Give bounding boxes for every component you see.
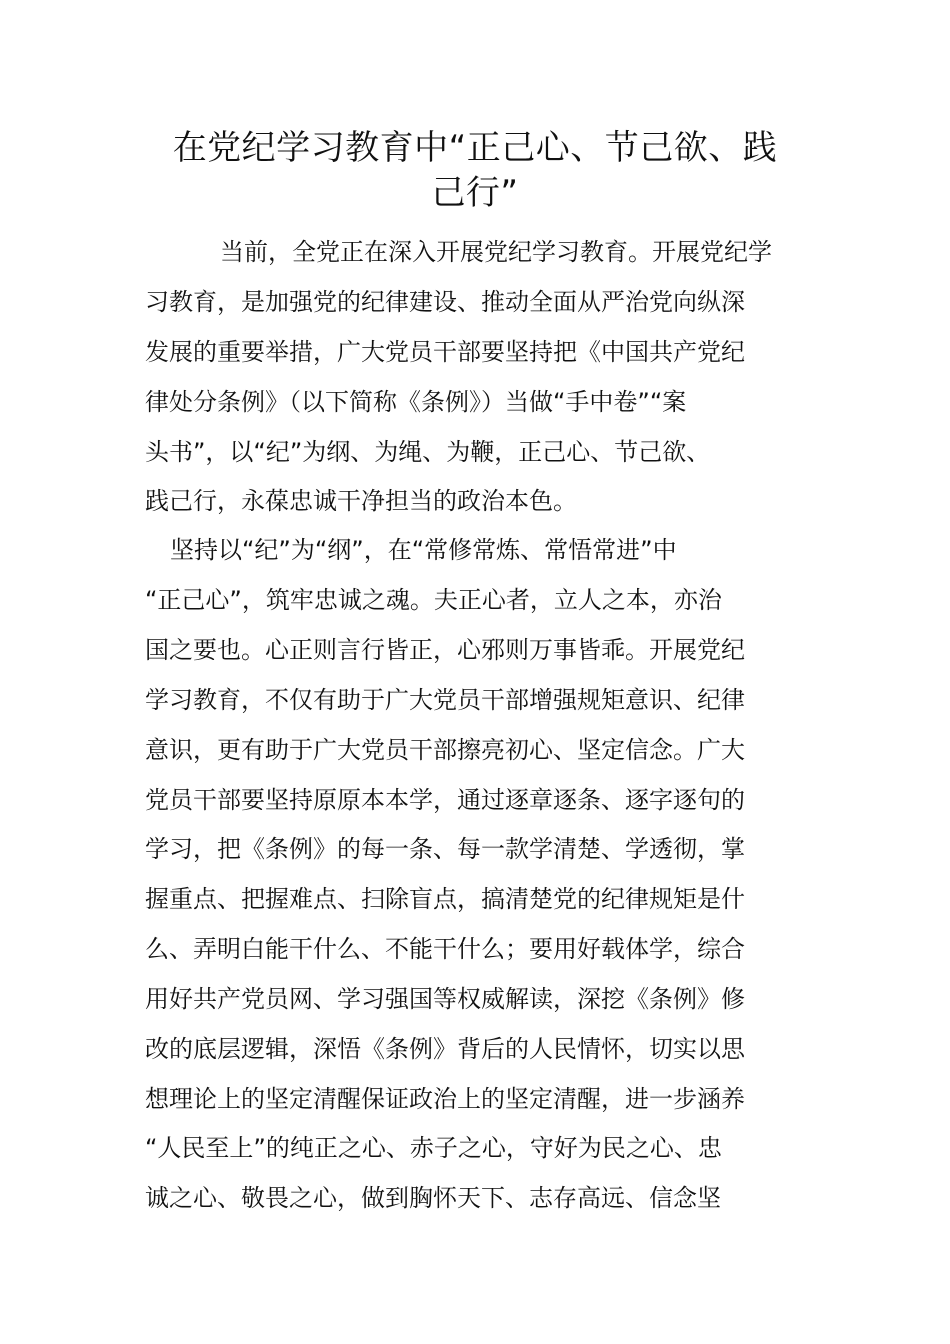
text-line: 头书”，以“纪”为纲、为绳、为鞭，正己心、节己欲、 [145, 438, 711, 466]
text-line: 党员干部要坚持原原本本学，通过逐章逐条、逐字逐句的 [145, 786, 745, 814]
text-line: 用好共产党员网、学习强国等权威解读，深挖《条例》修 [145, 985, 745, 1013]
text-line: 么、弄明白能干什么、不能干什么；要用好载体学，综合 [145, 935, 745, 963]
text-line: 当前，全党正在深入开展党纪学习教育。开展党纪学 [220, 238, 772, 266]
text-line: 学习教育，不仅有助于广大党员干部增强规矩意识、纪律 [145, 686, 745, 714]
text-line: 想理论上的坚定清醒保证政治上的坚定清醒，进一步涵养 [145, 1085, 745, 1113]
text-line: 国之要也。心正则言行皆正，心邪则万事皆乖。开展党纪 [145, 636, 745, 664]
title-line-2: 己行” [431, 173, 519, 213]
document-title [140, 126, 810, 216]
text-line: 改的底层逻辑，深悟《条例》背后的人民情怀，切实以思 [145, 1035, 745, 1063]
text-line: 坚持以“纪”为“纲”，在“常修常炼、常悟常进”中 [170, 536, 677, 564]
text-line: 意识，更有助于广大党员干部擦亮初心、坚定信念。广大 [145, 736, 745, 764]
text-line: “人民至上”的纯正之心、赤子之心，守好为民之心、忠 [145, 1134, 722, 1162]
text-line: 学习，把《条例》的每一条、每一款学清楚、学透彻，掌 [145, 835, 745, 863]
text-line: 习教育，是加强党的纪律建设、推动全面从严治党向纵深 [145, 288, 745, 316]
text-line: “正己心”，筑牢忠诚之魂。夫正心者，立人之本，亦治 [145, 586, 722, 614]
text-line: 律处分条例》（以下简称《条例》）当做“手中卷”“案 [145, 388, 687, 416]
title-line-1: 在党纪学习教育中“正己心、节己欲、践 [172, 128, 778, 168]
text-line: 握重点、把握难点、扫除盲点，搞清楚党的纪律规矩是什 [145, 885, 745, 913]
text-line: 诚之心、敬畏之心，做到胸怀天下、志存高远、信念坚 [145, 1184, 721, 1212]
text-line: 践己行，永葆忠诚干净担当的政治本色。 [145, 487, 577, 515]
text-line: 发展的重要举措，广大党员干部要坚持把《中国共产党纪 [145, 338, 745, 366]
